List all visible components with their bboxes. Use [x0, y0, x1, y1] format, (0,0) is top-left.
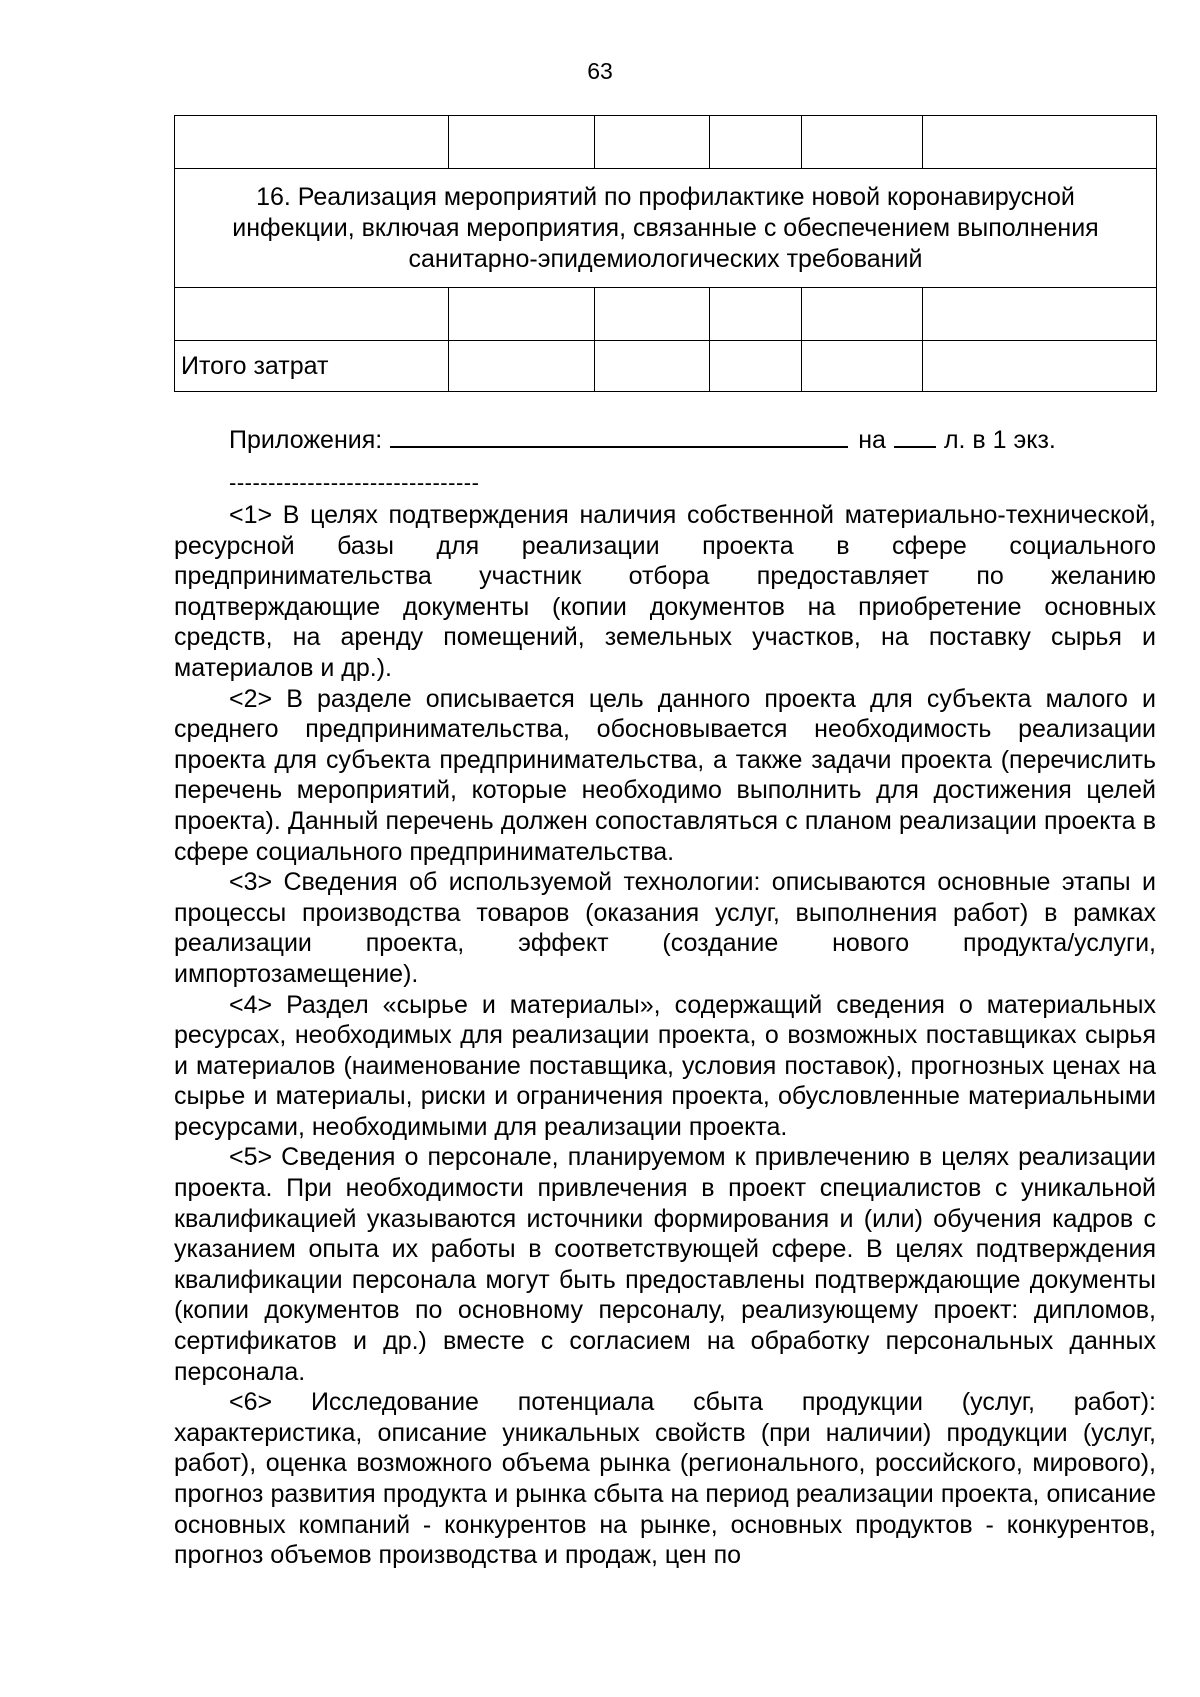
footnotes: [174, 500, 1156, 1571]
appendix-blank-field: [390, 420, 848, 448]
appendix-on-text: на: [858, 426, 886, 454]
table-cell: [923, 288, 1157, 341]
table-total-row: [175, 341, 1157, 392]
table-cell: [594, 288, 710, 341]
table-cell: [448, 288, 594, 341]
table-section-row: [175, 169, 1157, 288]
table-cell: [802, 288, 923, 341]
table-cell: [710, 288, 802, 341]
footnote-4: <4> Раздел «сырье и материалы», содержащий сведения о материальных ресурсах, необходимых для реализации проекта, о возможных поставщиках сырья и материалов (наименование поставщика, условия поставок), прогнозных ценах на сырье и материалы, риски и ограничения проекта, обусловленные материальными ресурсами, необходимыми для реализации проекта.: [174, 990, 1156, 1141]
table-cell: [802, 116, 923, 169]
table-cell: [710, 116, 802, 169]
table-cell: [175, 116, 449, 169]
table-cell: [448, 341, 594, 392]
appendix-line: [229, 420, 1056, 455]
footnote-5: <5> Сведения о персонале, планируемом к привлечению в целях реализации проекта. При необходимости привлечения в проект специалистов с уникальной квалификацией указываются источники формирования и (или) обучения кадров с указанием опыта их работы в соответствующей сфере. В целях подтверждения квалификации персонала могут быть предоставлены подтверждающие документы (копии документов по основному персоналу, реализующему проект: дипломов, сертификатов и др.) вместе с согласием на обработку персональных данных персонала.: [174, 1143, 1156, 1386]
table-cell: [923, 341, 1157, 392]
table-cell: [594, 341, 710, 392]
page-number: 63: [587, 58, 613, 84]
section-heading-cell: 16. Реализация мероприятий по профилактике новой коронавирусной инфекции, включая мероприятия, связанные с обеспечением выполнения санитарно-эпидемиологических требований: [175, 169, 1157, 288]
footnote-6: <6> Исследование потенциала сбыта продукции (услуг, работ): характеристика, описание уникальных свойств (при наличии) продукции (услуг, работ), оценка возможного объема рынка (регионального, российского, мирового), прогноз развития продукта и рынка сбыта на период реализации проекта, описание основных компаний - конкурентов на рынке, основных продуктов - конкурентов, прогноз объемов производства и продаж, цен по: [174, 1388, 1156, 1570]
appendix-sheets-text: л. в 1 экз.: [943, 426, 1056, 454]
footnote-1: <1> В целях подтверждения наличия собственной материально-технической, ресурсной базы для реализации проекта в сфере социального предпринимательства участник отбора предоставляет по желанию подтверждающие документы (копии документов на приобретение основных средств, на аренду помещений, земельных участков, на поставку сырья и материалов и др.).: [174, 501, 1156, 682]
footnote-3: <3> Сведения об используемой технологии: описываются основные этапы и процессы производства товаров (оказания услуг, выполнения работ) в рамках реализации проекта, эффект (создание нового продукта/услуги, импортозамещение).: [174, 868, 1156, 988]
table-cell: [448, 116, 594, 169]
table-row: [175, 116, 1157, 169]
table-cell: [594, 116, 710, 169]
table-cell: [802, 341, 923, 392]
table-cell: [923, 116, 1157, 169]
footnote-separator: --------------------------------: [229, 470, 480, 495]
sheets-blank-field: [894, 420, 936, 448]
table-cell: [710, 341, 802, 392]
appendix-label: Приложения:: [229, 426, 383, 454]
table-cell: [175, 288, 449, 341]
footnote-2: <2> В разделе описывается цель данного проекта для субъекта малого и среднего предпринимательства, обосновывается необходимость реализации проекта для субъекта предпринимательства, а также задачи проекта (перечислить перечень мероприятий, которые необходимо выполнить для достижения целей проекта). Данный перечень должен сопоставляться с планом реализации проекта в сфере социального предпринимательства.: [174, 684, 1156, 866]
cost-table: [174, 115, 1157, 392]
total-label-cell: Итого затрат: [175, 341, 449, 392]
table-row: [175, 288, 1157, 341]
